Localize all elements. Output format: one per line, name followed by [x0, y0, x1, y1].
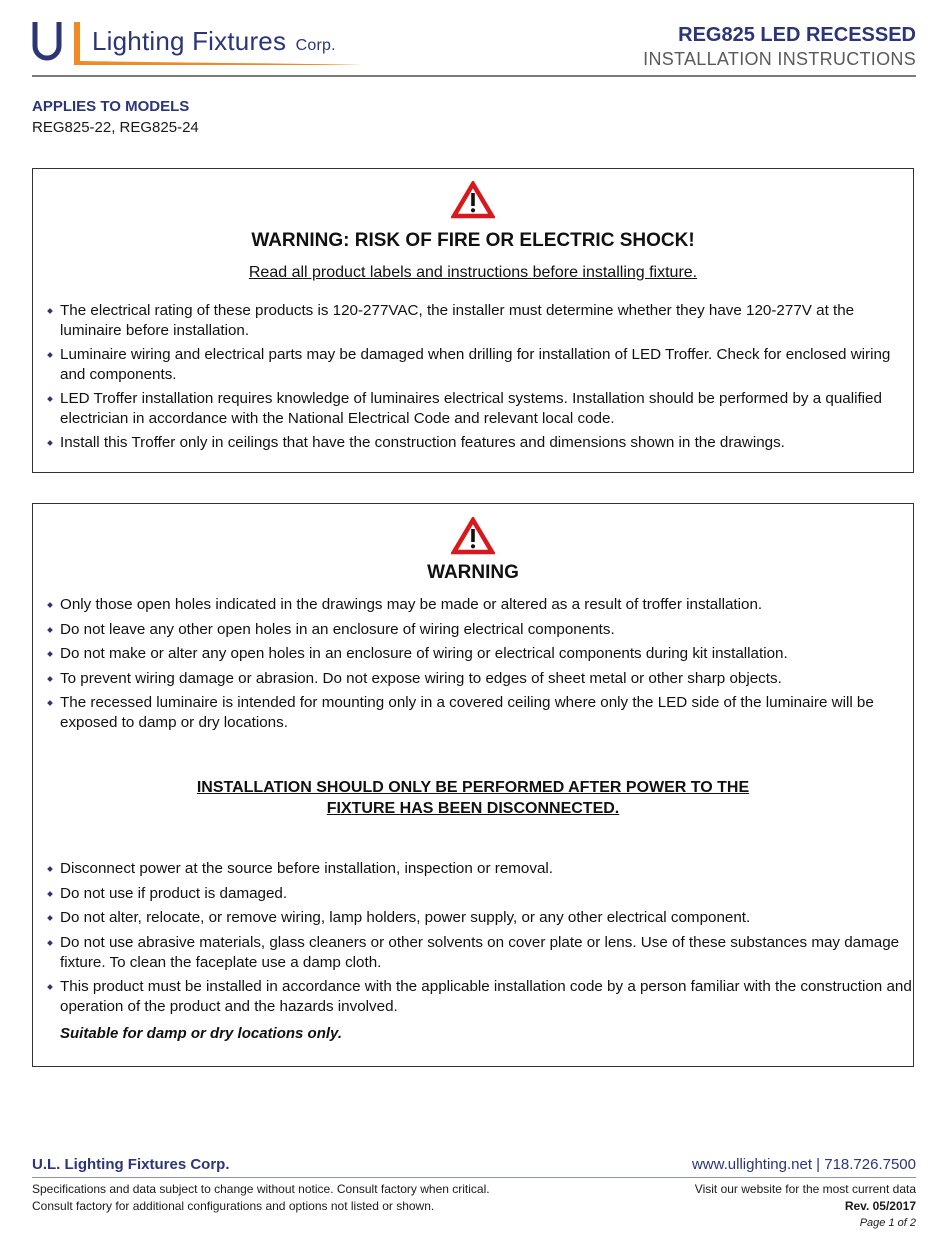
general-warning-box	[32, 503, 914, 1067]
list-item: To prevent wiring damage or abrasion. Do not expose wiring to edges of sheet metal or other sharp objects.	[47, 669, 913, 689]
logo-text	[92, 26, 336, 57]
footer-company: U.L. Lighting Fixtures Corp.	[32, 1156, 230, 1173]
document-title-block	[643, 22, 916, 70]
warning-subtitle: Read all product labels and instructions before installing fixture.	[248, 264, 698, 281]
footer-meta	[695, 1181, 916, 1232]
location-suitability-note: Suitable for damp or dry locations only.	[60, 1024, 342, 1042]
notice-line-1: INSTALLATION SHOULD ONLY BE PERFORMED AFTER POWER TO THE	[196, 779, 750, 797]
list-item: Install this Troffer only in ceilings that have the construction features and dimensions shown in the drawings.	[47, 433, 913, 453]
warning-list	[33, 301, 913, 453]
logo-corp: Corp.	[295, 37, 336, 54]
footer-divider	[32, 1177, 916, 1178]
revision-label: Rev. 05/2017	[844, 1199, 916, 1213]
disclaimer-line-1: Specifications and data subject to change without notice. Consult factory when critical.	[32, 1182, 490, 1196]
page-header	[32, 0, 916, 78]
list-item: Only those open holes indicated in the drawings may be made or altered as a result of troffer installation.	[47, 595, 913, 615]
logo-u-mark	[32, 22, 62, 62]
list-item: The electrical rating of these products is 120-277VAC, the installer must determine whether they have 120-277V at the luminaire before installation.	[47, 301, 913, 341]
visit-website-note: Visit our website for the most current data	[694, 1182, 916, 1196]
header-divider	[32, 75, 916, 77]
footer-disclaimer	[32, 1181, 490, 1215]
list-item: Do not make or alter any open holes in an enclosure of wiring or electrical components during kit installation.	[47, 644, 913, 664]
company-logo	[32, 20, 362, 70]
list-item: LED Troffer installation requires knowledge of luminaires electrical systems. Installation should be performed by a qualified electrician in accordance with the National Electrical Code and relevant local code.	[47, 389, 913, 429]
warning-triangle-icon	[451, 517, 495, 555]
list-item: This product must be installed in accordance with the applicable installation code by a person familiar with the construction and operation of the product and the hazards involved.	[47, 977, 913, 1017]
document-subtitle: INSTALLATION INSTRUCTIONS	[643, 49, 916, 69]
warning-triangle-icon	[451, 181, 495, 219]
list-item: Do not leave any other open holes in an enclosure of wiring electrical components.	[47, 620, 913, 640]
page-number: Page 1 of 2	[859, 1217, 916, 1229]
warning-list	[33, 595, 913, 733]
warning-title: WARNING	[427, 562, 519, 583]
power-disconnect-notice	[33, 777, 913, 819]
disclaimer-line-2: Consult factory for additional configurations and options not listed or shown.	[32, 1199, 435, 1213]
fire-shock-warning-box	[32, 168, 914, 473]
list-item: Do not use if product is damaged.	[47, 884, 913, 904]
applies-models: REG825-22, REG825-24	[32, 119, 199, 136]
list-item: Luminaire wiring and electrical parts may be damaged when drilling for installation of LED Troffer. Check for enclosed wiring and components.	[47, 345, 913, 385]
list-item: Disconnect power at the source before installation, inspection or removal.	[47, 859, 913, 879]
footer-contact-link[interactable]: www.ullighting.net | 718.726.7500	[691, 1156, 916, 1173]
logo-name: Lighting Fixtures	[92, 26, 287, 56]
warning-title: WARNING: RISK OF FIRE OR ELECTRIC SHOCK!	[251, 230, 695, 251]
applies-to-models	[32, 97, 199, 139]
list-item: The recessed luminaire is intended for mounting only in a covered ceiling where only the LED side of the luminaire will be exposed to damp or dry locations.	[47, 693, 913, 733]
safety-list	[33, 859, 913, 1017]
document-title: REG825 LED RECESSED	[678, 24, 916, 46]
notice-line-2: FIXTURE HAS BEEN DISCONNECTED.	[326, 800, 620, 818]
applies-label: APPLIES TO MODELS	[32, 98, 190, 115]
list-item: Do not alter, relocate, or remove wiring, lamp holders, power supply, or any other electrical component.	[47, 908, 913, 928]
list-item: Do not use abrasive materials, glass cleaners or other solvents on cover plate or lens. Use of these substances may damage fixture. To clean the faceplate use a damp cloth.	[47, 933, 913, 973]
